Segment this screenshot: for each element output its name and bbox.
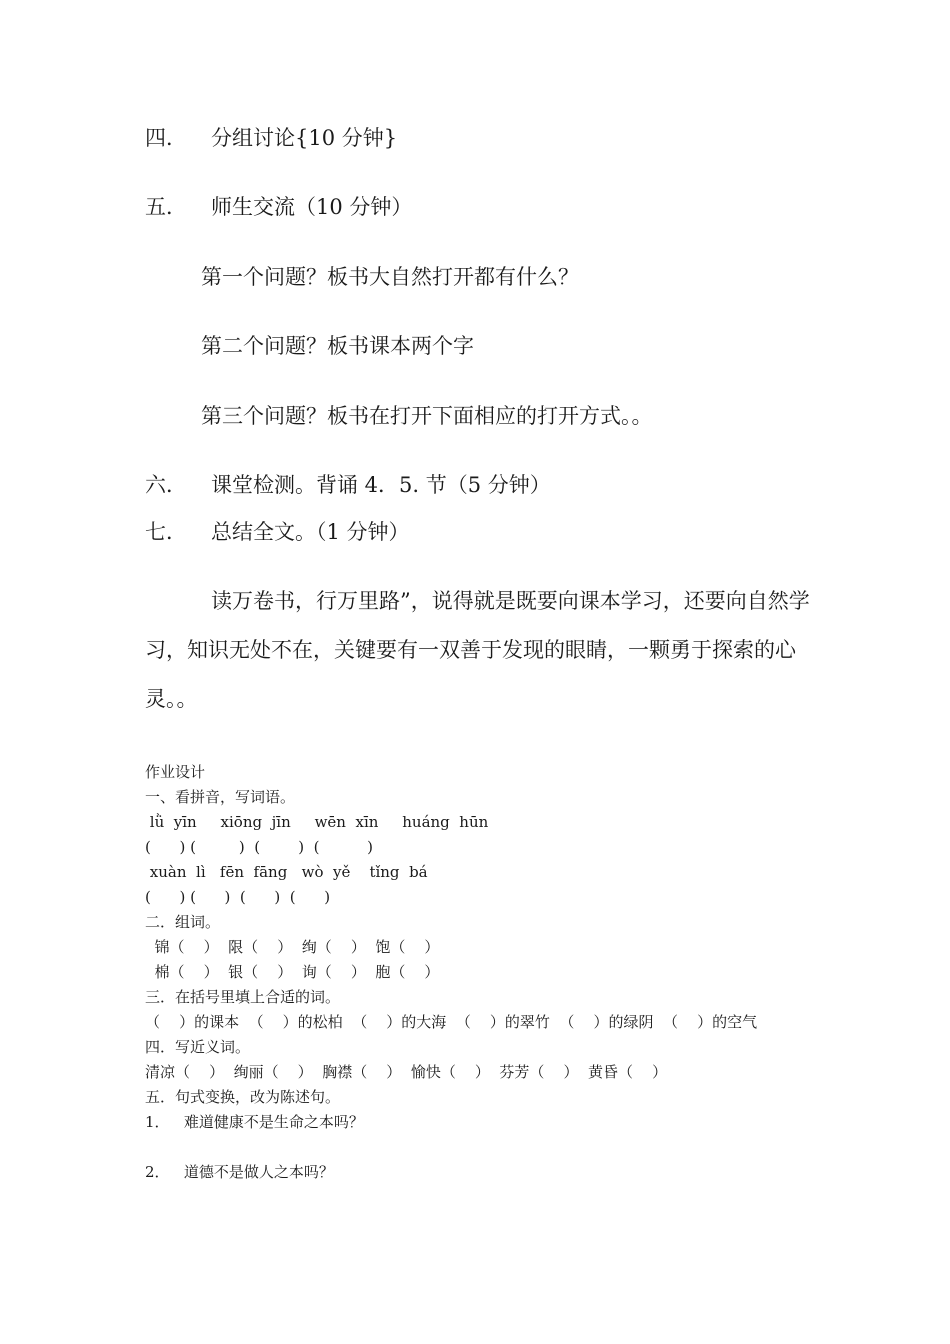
outline-number: 五．	[145, 195, 187, 219]
homework-line: 1． 难道健康不是生命之本吗？	[145, 1113, 364, 1131]
outline-text: 分组讨论{10 分钟}	[211, 126, 398, 150]
question-1: 第一个问题？板书大自然打开都有什么？	[201, 265, 579, 289]
homework-line: ( ) ( ) ( ) ( )	[145, 838, 374, 856]
homework-line: 清凉（ ） 绚丽（ ） 胸襟（ ） 愉快（ ） 芬芳（ ） 黄昏（ ）	[145, 1063, 668, 1081]
homework-line: （ ）的课本 （ ）的松柏 （ ）的大海 （ ）的翠竹 （ ）的绿阴 （ ）的空气	[145, 1013, 758, 1031]
homework-line: xuàn lì fēn fāng wò yě tǐng bá	[145, 863, 428, 881]
homework-line: 三．在括号里填上合适的词。	[145, 988, 341, 1006]
outline-text: 总结全文。（1 分钟）	[211, 520, 410, 544]
outline-number: 七．	[145, 520, 187, 544]
outline-number: 四．	[145, 126, 187, 150]
homework-line: 五．句式变换，改为陈述句。	[145, 1088, 341, 1106]
homework-line: 一、看拼音，写词语。	[145, 788, 296, 806]
outline-text: 课堂检测。背诵 4．5. 节（5 分钟）	[211, 473, 551, 497]
homework-title: 作业设计	[145, 763, 206, 781]
homework-line: ( ) ( ) ( ) ( )	[145, 888, 331, 906]
homework-line: lǜ yīn xiōng jīn wēn xīn huáng hūn	[145, 813, 489, 831]
outline-number: 六．	[145, 473, 187, 497]
homework-line: 2． 道德不是做人之本吗？	[145, 1163, 334, 1181]
homework-line: 二．组词。	[145, 913, 221, 931]
homework-line: 四．写近义词。	[145, 1038, 251, 1056]
homework-line: 棉（ ） 银（ ） 询（ ） 胞（ ）	[145, 963, 440, 981]
question-3: 第三个问题？板书在打开下面相应的打开方式。。	[201, 404, 653, 428]
outline-text: 师生交流（10 分钟）	[211, 195, 413, 219]
homework-line: 锦（ ） 限（ ） 绚（ ） 饱（ ）	[145, 938, 440, 956]
summary-paragraph: 读万卷书，行万里路”，说得就是既要向课本学习，还要向自然学习，知识无处不在，关键要有一双善于发现的眼睛，一颗勇于探索的心灵。。	[145, 589, 810, 711]
question-2: 第二个问题？板书课本两个字	[201, 334, 474, 358]
